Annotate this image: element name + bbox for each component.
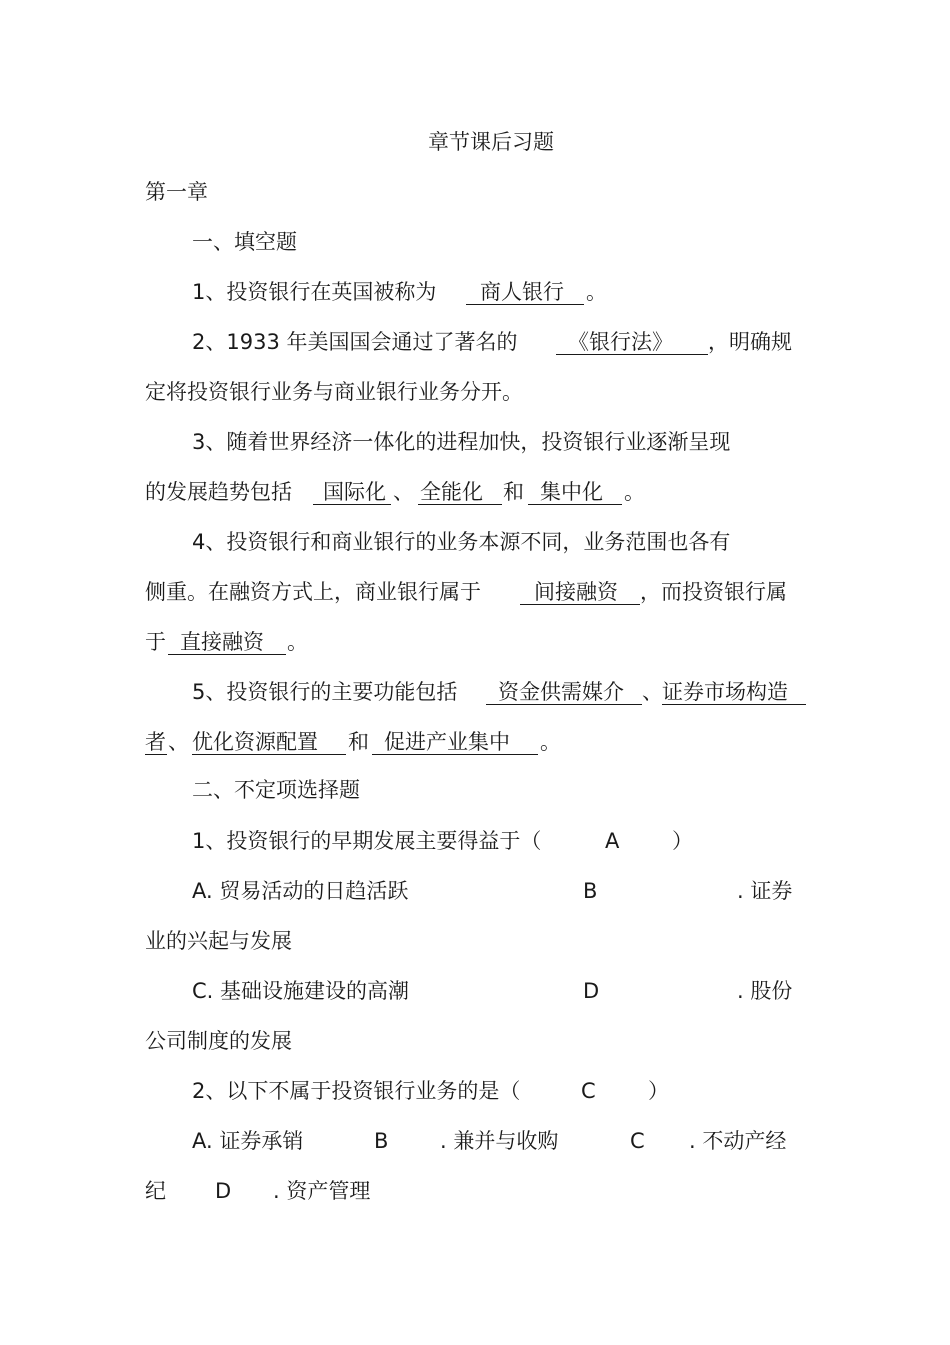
q3-answer3-blank xyxy=(528,477,622,505)
q1-answer: 商人银行 xyxy=(480,280,564,304)
mc2-stem: 2、以下不属于投资银行业务的是（ xyxy=(192,1079,521,1103)
q3-text: 3、随着世界经济一体化的进程加快，投资银行业逐渐呈现 xyxy=(192,430,731,454)
mc1-close: ） xyxy=(672,829,693,853)
mc1-option-d-text: . 股份 xyxy=(737,979,793,1003)
chapter-heading: 第一章 xyxy=(145,180,208,204)
q4-text: 4、投资银行和商业银行的业务本源不同，业务范围也各有 xyxy=(192,530,731,554)
mc1-option-b-text: . 证券 xyxy=(737,879,793,903)
mc1-answer: A xyxy=(605,829,620,853)
mc1-option-b-letter: B xyxy=(583,879,598,903)
q5-answer4: 促进产业集中 xyxy=(384,730,510,754)
q3-answer1: 国际化 xyxy=(323,480,386,504)
q5-answer1: 资金供需媒介 xyxy=(498,680,624,704)
mc2-option-d-letter: D xyxy=(215,1179,232,1203)
q2-text-line2: 定将投资银行业务与商业银行业务分开。 xyxy=(145,380,523,404)
mc2-option-b-letter: B xyxy=(374,1129,389,1153)
q1-suffix: 。 xyxy=(586,280,607,304)
mc2-option-c-letter: C xyxy=(630,1129,645,1153)
mc1-stem: 1、投资银行的早期发展主要得益于（ xyxy=(192,829,542,853)
q4-answer1-blank xyxy=(520,577,640,605)
mc2-option-c-text: . 不动产经 xyxy=(689,1129,787,1153)
q4-after: ，而投资银行属 xyxy=(640,580,787,604)
q2-answer-blank xyxy=(556,327,708,355)
mc2-answer: C xyxy=(581,1079,596,1103)
section-fill-in-heading: 一、填空题 xyxy=(192,230,297,254)
q3-answer1-blank xyxy=(313,477,391,505)
q5-sep1: 、 xyxy=(642,680,663,704)
q1-answer-blank xyxy=(466,277,584,305)
q5-answer2-blank-cont xyxy=(145,727,167,755)
q5-text: 5、投资银行的主要功能包括 xyxy=(192,680,458,704)
q4-line3-prefix: 于 xyxy=(145,630,166,654)
q4-answer2: 直接融资 xyxy=(180,630,264,654)
q3-suffix: 。 xyxy=(624,480,645,504)
section-choice-heading: 二、不定项选择题 xyxy=(192,778,360,802)
q4-suffix: 。 xyxy=(287,630,308,654)
mc1-option-d-cont: 公司制度的发展 xyxy=(145,1029,292,1053)
mc2-option-d-text: . 资产管理 xyxy=(273,1179,371,1203)
mc2-close: ） xyxy=(648,1079,669,1103)
q5-sep3: 和 xyxy=(348,730,369,754)
q5-answer4-blank xyxy=(372,727,538,755)
q1-text: 1、投资银行在英国被称为 xyxy=(192,280,437,304)
q5-answer2-blank xyxy=(662,677,806,705)
q3-sep2: 和 xyxy=(503,480,524,504)
mc2-option-b-text: . 兼并与收购 xyxy=(440,1129,559,1153)
q5-answer1-blank xyxy=(486,677,642,705)
q3-prefix: 的发展趋势包括 xyxy=(145,480,292,504)
q4-answer1: 间接融资 xyxy=(534,580,618,604)
q2-after: ，明确规 xyxy=(708,330,792,354)
q4-prefix: 侧重。在融资方式上，商业银行属于 xyxy=(145,580,481,604)
q3-answer2: 全能化 xyxy=(420,480,483,504)
mc1-option-c: C. 基础设施建设的高潮 xyxy=(192,979,410,1003)
mc1-option-a: A. 贸易活动的日趋活跃 xyxy=(192,879,409,903)
mc2-option-c-cont: 纪 xyxy=(145,1179,166,1203)
q2-answer: 《银行法》 xyxy=(568,330,673,354)
mc1-option-d-letter: D xyxy=(583,979,600,1003)
q5-answer2-part2: 者 xyxy=(145,730,166,754)
q4-answer2-blank xyxy=(168,627,286,655)
mc1-option-b-cont: 业的兴起与发展 xyxy=(145,929,292,953)
q5-answer2-part1: 证券市场构造 xyxy=(662,680,788,704)
q2-text: 2、1933 年美国国会通过了著名的 xyxy=(192,330,518,354)
q5-answer3-blank xyxy=(192,727,346,755)
mc2-option-a: A. 证券承销 xyxy=(192,1129,304,1153)
page-title: 章节课后习题 xyxy=(428,130,554,154)
q3-sep1: 、 xyxy=(393,480,414,504)
q3-answer2-blank xyxy=(418,477,502,505)
q5-answer3: 优化资源配置 xyxy=(192,730,318,754)
q5-suffix: 。 xyxy=(540,730,561,754)
q5-sep2: 、 xyxy=(168,730,189,754)
q3-answer3: 集中化 xyxy=(540,480,603,504)
